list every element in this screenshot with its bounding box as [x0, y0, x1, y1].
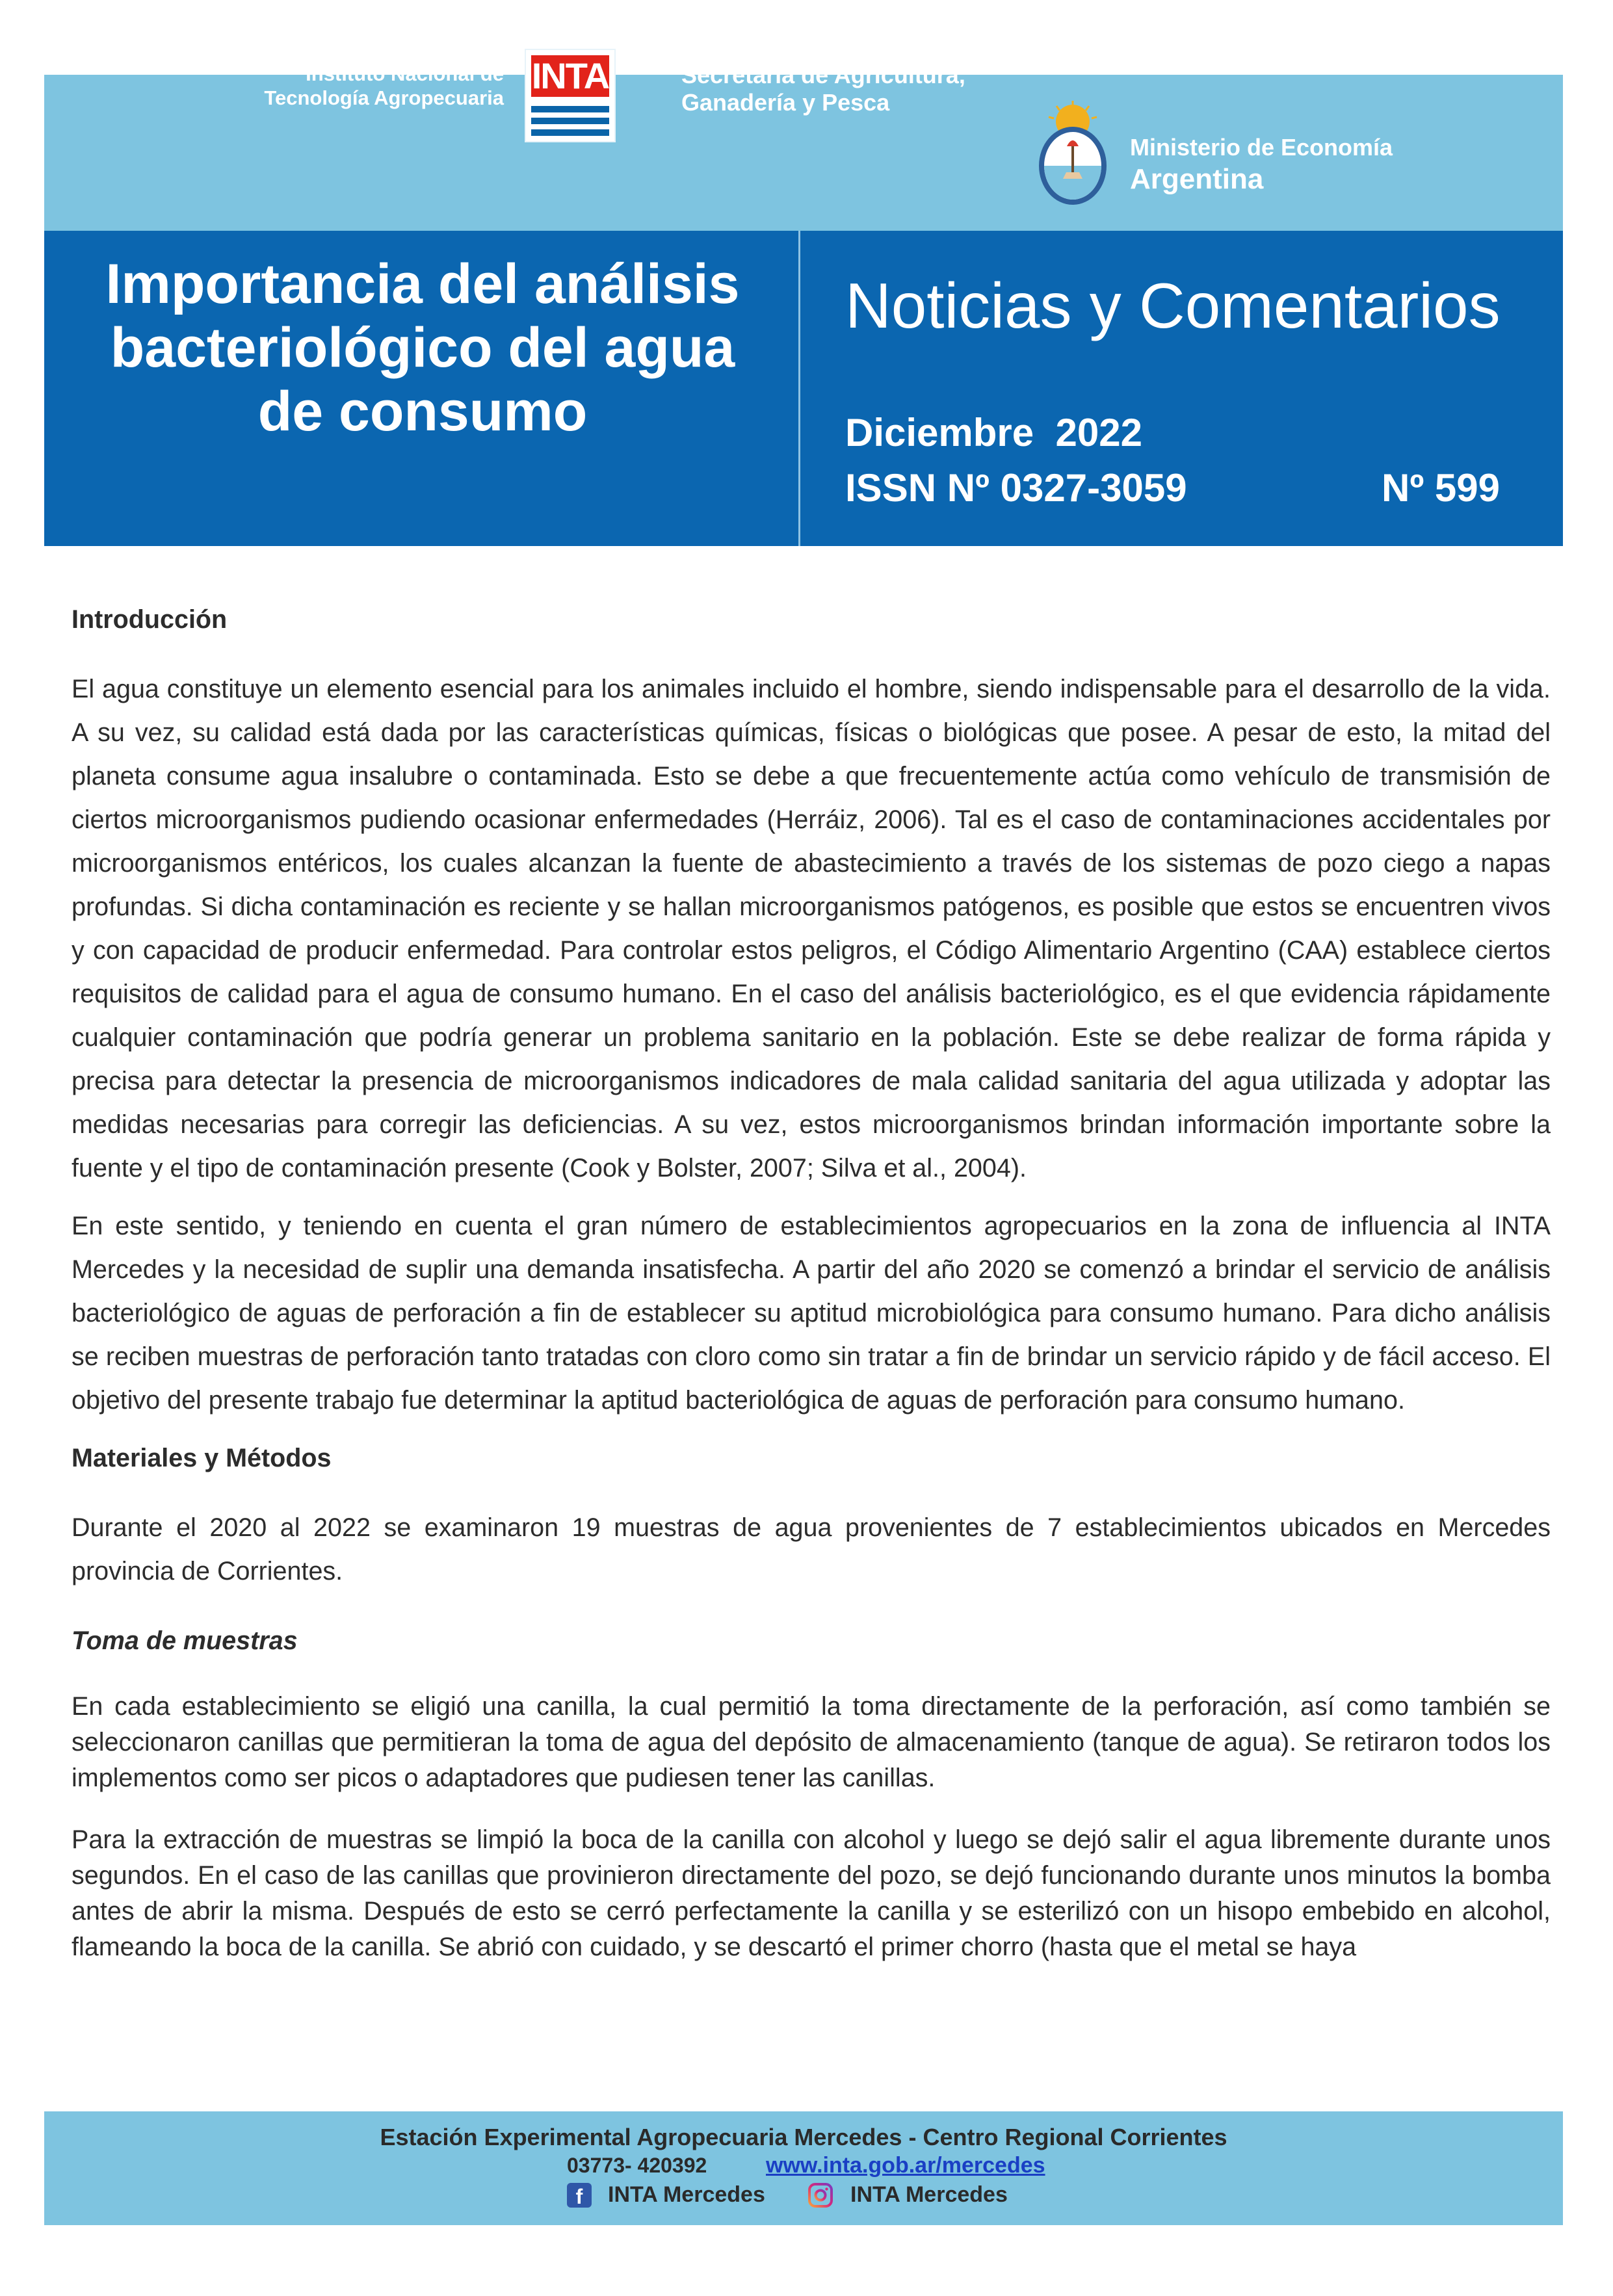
ministerio-name	[1130, 133, 1455, 197]
paragraph: En este sentido, y teniendo en cuenta el gran número de establecimientos agropecuarios en la zona de influencia al INTA Mercedes y la necesidad de suplir una demanda insatisfecha. A partir del año 2020 se comenzó a brindar el servicio de análisis bacteriológico de aguas de perforación a fin de establecer su aptitud microbiológica para consumo humano. Para dicho análisis se reciben muestras de perforación tanto tratadas con cloro como sin tratar a fin de brindar un servicio rápido y de fácil acceso. El objetivo del presente trabajo fue determinar la aptitud bacteriológica de aguas de perforación para consumo humano.	[72, 1212, 1551, 1415]
subsection-heading-toma: Toma de muestras	[72, 1626, 298, 1655]
section-heading-introduccion: Introducción	[72, 605, 228, 634]
facebook-icon[interactable]: f	[567, 2183, 592, 2208]
document-title: Importancia del análisis bacteriológico del agua de consumo	[105, 253, 740, 443]
series-title: Noticias y Comentarios	[845, 270, 1501, 341]
secretaria-name: Secretaría de Agricultura, Ganadería y Pesca	[681, 62, 965, 116]
paragraph: En cada establecimiento se eligió una canilla, la cual permitió la toma directamente de la perforación, así como también se seleccionaron canillas que permitieran la toma de agua del depósito de almacenamiento (tanque de agua). Se retiraron todos los implementos como ser picos o adaptadores que pudiesen tener las canillas.	[72, 1692, 1551, 1792]
issue-number: Nº 599	[1382, 466, 1501, 510]
inta-institute-name: Instituto Nacional de Tecnología Agropecuaria	[264, 62, 504, 109]
footer-phone: 03773- 420392	[567, 2154, 707, 2177]
paragraph: Durante el 2020 al 2022 se examinaron 19 muestras de agua provenientes de 7 establecimientos ubicados en Mercedes provincia de Corrientes.	[72, 1513, 1551, 1585]
instagram-icon[interactable]	[808, 2183, 833, 2208]
inta-logo-stripe	[531, 118, 609, 124]
inta-logo	[525, 49, 616, 142]
paragraph: El agua constituye un elemento esencial para los animales incluido el hombre, siendo indispensable para el desarrollo de la vida. A su vez, su calidad está dada por las características químicas, físicas o biológicas que posee. A pesar de esto, la mitad del planeta consume agua insalubre o contaminada. Esto se debe a que frecuentemente actúa como vehículo de transmisión de ciertos microorganismos pudiendo ocasionar enfermedades (Herráiz, 2006). Tal es el caso de contaminaciones accidentales por microorganismos entéricos, los cuales alcanzan la fuente de abastecimiento a través de los sistemas de pozo ciego a napas profundas. Si dicha contaminación es reciente y se hallan microorganismos patógenos, es posible que estos se encuentren vivos y con capacidad de producir enfermedad. Para controlar estos peligros, el Código Alimentario Argentino (CAA) establece ciertos requisitos de calidad para el agua de consumo humano. En el caso del análisis bacteriológico, es el que evidencia rápidamente cualquier contaminación que podría generar un problema sanitario en la población. Este se debe realizar de forma rápida y precisa para detectar la presencia de microorganismos indicadores de mala calidad sanitaria del agua utilizada y adoptar las medidas necesarias para corregir las deficiencias. A su vez, estos microorganismos brindan información importante sobre la fuente y el tipo de contaminación presente (Cook y Bolster, 2007; Silva et al., 2004).	[72, 675, 1551, 1182]
article-body	[72, 598, 1551, 1965]
ministerio-line2: Argentina	[1130, 163, 1264, 195]
inta-logo-word: INTA	[531, 55, 609, 96]
ministerio-line1: Ministerio de Economía	[1130, 134, 1393, 161]
inta-logo-stripe	[531, 129, 609, 136]
section-heading-materiales: Materiales y Métodos	[72, 1444, 332, 1472]
issn-number: ISSN Nº 0327-3059	[845, 466, 1187, 510]
publication-date: Diciembre 2022	[845, 411, 1142, 454]
paragraph: Para la extracción de muestras se limpió la boca de la canilla con alcohol y luego se dejó salir el agua libremente durante unos segundos. En el caso de las canillas que provinieron directamente del pozo, se dejó funcionando durante unos minutos la bomba antes de abrir la misma. Después de esto se cerró perfectamente la canilla y se esterilizó con un hisopo embebido en alcohol, flameando la boca de la canilla. Se abrió con cuidado, y se descartó el primer chorro (hasta que el metal se haya	[72, 1825, 1551, 1961]
footer-instagram-label[interactable]: INTA Mercedes	[850, 2182, 1008, 2207]
footer-facebook-label[interactable]: INTA Mercedes	[608, 2182, 765, 2207]
footer-website-link[interactable]: www.inta.gob.ar/mercedes	[766, 2153, 1045, 2178]
national-coat-of-arms-icon	[1030, 101, 1115, 211]
inta-logo-stripe	[531, 106, 609, 112]
footer-station-name: Estación Experimental Agropecuaria Mercedes - Centro Regional Corrientes	[380, 2124, 1227, 2150]
